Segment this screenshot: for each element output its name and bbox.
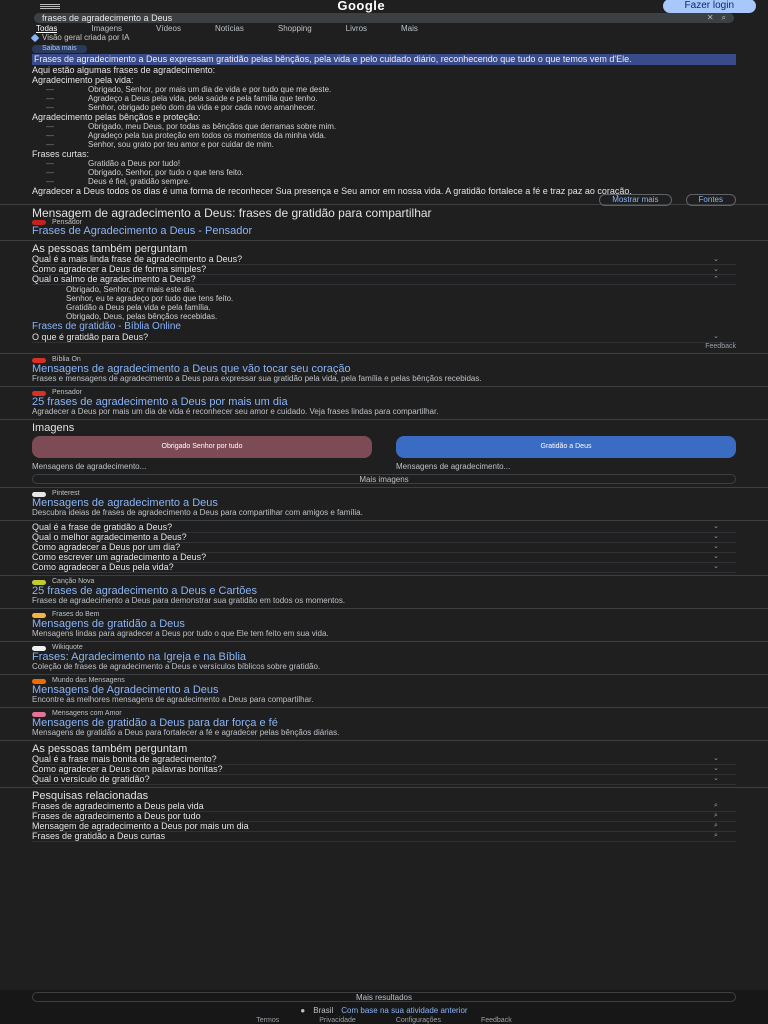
result-source: Mundo das Mensagens [52, 677, 125, 685]
favicon [32, 391, 46, 396]
related-search-item[interactable]: Mensagem de agradecimento a Deus por mais um dia ⌕ [32, 822, 736, 832]
search-icon[interactable]: ⌕ [721, 13, 726, 23]
result-snippet: Encontre as melhores mensagens de agradecimento a Deus para compartilhar. [32, 694, 314, 704]
images-section [0, 420, 768, 434]
result-title[interactable]: Frases: Agradecimento na Igreja e na Bíblia [32, 650, 247, 663]
image-card[interactable] [396, 436, 736, 472]
tab-todas[interactable]: Todas [36, 24, 58, 33]
paa-question[interactable]: Como agradecer a Deus por um dia? ⌄ [32, 543, 736, 553]
paa-question[interactable]: O que é gratidão para Deus? ⌄ [32, 333, 736, 343]
sparkle-icon [31, 34, 39, 42]
featured-result [0, 205, 768, 240]
featured-title: Mensagem de agradecimento a Deus: frases de gratidão para compartilhar [32, 206, 432, 221]
chevron-down-icon: ⌄ [713, 265, 719, 273]
result-source: Pensador [52, 218, 82, 226]
tab-shopping[interactable]: Shopping [277, 24, 312, 33]
paa-answer-item: Obrigado, Senhor, por mais este dia. [66, 285, 197, 295]
ai-list-item: — Obrigado, Senhor, por tudo o que tens feito. [46, 168, 736, 177]
ai-highlight: Frases de agradecimento a Deus expressam gratidão pelas bênçãos, pela vida e pelo cuidado diário, reconhecendo que tudo o que temos vem d'Ele. [32, 54, 736, 65]
paa-answer-link[interactable]: Frases de gratidão - Bíblia Online [32, 321, 181, 333]
result-source: Canção Nova [52, 578, 95, 586]
result-snippet: Frases e mensagens de agradecimento a Deus para expressar sua gratidão pela vida, pela família e pelas bênçãos recebidas. [32, 373, 482, 383]
paa-question[interactable]: Qual é a frase de gratidão a Deus? ⌄ [32, 523, 736, 533]
result-source: Frases do Bem [52, 611, 100, 619]
chevron-down-icon: ⌄ [713, 255, 719, 263]
related-searches [0, 788, 768, 844]
result-snippet: Agradecer a Deus por mais um dia de vida é reconhecer seu amor e cuidado. Veja frases lindas para compartilhar. [32, 406, 439, 416]
search-icon: ⌕ [714, 822, 718, 830]
search-input[interactable]: frases de agradecimento a Deus [42, 12, 173, 23]
ai-closing: Agradecer a Deus todos os dias é uma forma de reconhecer Sua presença e Seu amor em nossa vida. A gratidão fortalece a fé e traz paz ao coração. [32, 186, 632, 197]
ai-list-item: — Obrigado, Senhor, por mais um dia de vida e por tudo que me deste. [46, 85, 736, 94]
ai-group-title: Agradecimento pelas bênçãos e proteção: [32, 112, 201, 123]
search-result [0, 708, 768, 740]
ai-group-title: Agradecimento pela vida: [32, 75, 134, 86]
ai-list-item: — Senhor, sou grato por teu amor e por cuidar de mim. [46, 140, 736, 149]
chevron-down-icon: ⌄ [713, 775, 719, 783]
tab-imagens[interactable]: Imagens [91, 24, 123, 33]
search-result [0, 609, 768, 641]
people-also-ask-2 [0, 521, 768, 575]
ai-show-more-button[interactable]: Mostrar mais [599, 194, 671, 205]
chevron-down-icon: ⌄ [713, 533, 719, 541]
favicon [32, 580, 46, 585]
search-icon: ⌕ [714, 812, 718, 820]
more-images-button[interactable]: Mais imagens [32, 474, 736, 484]
favicon [32, 358, 46, 363]
footer-link-terms[interactable]: Termos [256, 1017, 280, 1024]
google-logo[interactable]: Google [337, 0, 386, 13]
ai-list-item: — Deus é fiel, gratidão sempre. [46, 177, 736, 186]
ai-learn-more-chip[interactable]: Saiba mais [32, 45, 87, 53]
related-search-item[interactable]: Frases de gratidão a Deus curtas ⌕ [32, 832, 736, 842]
ai-overview-heading: Visão geral criada por IA [42, 33, 130, 43]
ai-list-item: — Senhor, obrigado pelo dom da vida e por cada novo amanhecer. [46, 103, 736, 112]
result-title[interactable]: 25 frases de agradecimento a Deus por mais um dia [32, 395, 288, 408]
ai-sources-button[interactable]: Fontes [686, 194, 736, 205]
result-title[interactable]: 25 frases de agradecimento a Deus e Cartões [32, 584, 258, 597]
chevron-down-icon: ⌄ [713, 333, 719, 341]
result-title[interactable]: Mensagens de agradecimento a Deus [32, 496, 218, 509]
chevron-down-icon: ⌄ [713, 563, 719, 571]
result-snippet: Mensagens lindas para agradecer a Deus por tudo o que Ele tem feito em sua vida. [32, 628, 329, 638]
chevron-down-icon: ⌄ [713, 553, 719, 561]
chevron-down-icon: ⌄ [713, 523, 719, 531]
location-source-link[interactable]: Com base na sua atividade anterior [341, 1006, 468, 1015]
result-snippet: Coleção de frases de agradecimento a Deus e versículos bíblicos sobre gratidão. [32, 661, 321, 671]
favicon [32, 712, 46, 717]
ai-list-item: — Agradeço pela tua proteção em todos os momentos da minha vida. [46, 131, 736, 140]
menu-icon[interactable] [40, 4, 60, 9]
images-heading: Imagens [32, 421, 75, 434]
result-link[interactable]: Frases de Agradecimento a Deus - Pensador [32, 225, 253, 238]
result-source: Wikiquote [52, 644, 83, 652]
tab-videos[interactable]: Vídeos [156, 24, 181, 33]
search-result [0, 576, 768, 608]
tab-livros[interactable]: Livros [345, 24, 368, 33]
related-search-item[interactable]: Frases de agradecimento a Deus por tudo ⌕ [32, 812, 736, 822]
chevron-down-icon: ⌄ [713, 755, 719, 763]
ai-list-item: — Obrigado, meu Deus, por todas as bênçãos que derramas sobre mim. [46, 122, 736, 131]
paa-question[interactable]: Como agradecer a Deus de forma simples? ⌄ [32, 265, 736, 275]
people-also-ask-3 [0, 741, 768, 787]
result-source: Mensagens com Amor [52, 710, 122, 718]
paa-question[interactable]: Como escrever um agradecimento a Deus? ⌄ [32, 553, 736, 563]
tab-mais[interactable]: Mais [401, 24, 418, 33]
paa-answer-item: Gratidão a Deus pela vida e pela família. [66, 303, 211, 313]
result-title[interactable]: Mensagens de gratidão a Deus [32, 617, 185, 630]
footer-link-privacy[interactable]: Privacidade [319, 1017, 356, 1024]
login-button[interactable]: Fazer login [663, 0, 756, 13]
paa-answer-item: Obrigado, Deus, pelas bênçãos recebidas. [66, 312, 218, 322]
paa-question[interactable]: Qual é a mais linda frase de agradecimento a Deus? ⌄ [32, 255, 736, 265]
result-source: Bíblia On [52, 356, 81, 364]
ai-group-title: Frases curtas: [32, 149, 90, 160]
result-source: Pinterest [52, 490, 80, 498]
favicon [32, 492, 46, 497]
search-result [0, 354, 768, 386]
related-search-item[interactable]: Frases de agradecimento a Deus pela vida ⌕ [32, 802, 736, 812]
paa-heading: As pessoas também perguntam [32, 243, 188, 256]
paa-question[interactable]: Qual o versículo de gratidão? ⌄ [32, 775, 736, 785]
ai-list-item: — Agradeço a Deus pela vida, pela saúde e pela família que tenho. [46, 94, 736, 103]
paa-question[interactable]: Como agradecer a Deus com palavras bonitas? ⌄ [32, 765, 736, 775]
chevron-down-icon: ⌄ [713, 765, 719, 773]
search-bar[interactable] [34, 13, 734, 23]
result-snippet: Frases de agradecimento a Deus para demonstrar sua gratidão em todos os momentos. [32, 595, 346, 605]
tab-noticias[interactable]: Notícias [214, 24, 244, 33]
more-results-button[interactable]: Mais resultados [32, 992, 736, 1002]
result-title[interactable]: Mensagens de gratidão a Deus para dar força e fé [32, 716, 278, 729]
page-footer [0, 990, 768, 1024]
search-icon: ⌕ [714, 832, 718, 840]
chevron-up-icon: ⌃ [713, 275, 719, 283]
chevron-down-icon: ⌄ [713, 543, 719, 551]
paa-question[interactable]: Qual o melhor agradecimento a Deus? ⌄ [32, 533, 736, 543]
result-source: Pensador [52, 389, 82, 397]
search-tabs [0, 23, 768, 33]
paa-question-expanded[interactable]: Qual o salmo de agradecimento a Deus? ⌃ [32, 275, 736, 285]
ai-overview [0, 33, 768, 204]
image-caption: Mensagens de agradecimento... [396, 461, 511, 471]
image-caption: Mensagens de agradecimento... [32, 461, 147, 471]
search-result [0, 387, 768, 419]
search-icon: ⌕ [714, 802, 718, 810]
image-thumbnail[interactable]: Gratidão a Deus [396, 436, 736, 458]
favicon [32, 679, 46, 684]
image-card[interactable] [32, 436, 372, 472]
people-also-ask [0, 241, 768, 353]
feedback-link[interactable]: Feedback [705, 342, 736, 350]
result-snippet: Descubra ideias de frases de agradecimento a Deus para compartilhar com amigos e família. [32, 507, 363, 517]
paa-question[interactable]: Como agradecer a Deus pela vida? ⌄ [32, 563, 736, 573]
search-result [0, 488, 768, 520]
top-bar [0, 0, 768, 12]
image-thumbnail[interactable]: Obrigado Senhor por tudo [32, 436, 372, 458]
location-name: Brasil [313, 1006, 334, 1015]
result-title[interactable]: Mensagens de Agradecimento a Deus [32, 683, 219, 696]
ai-list-item: — Gratidão a Deus por tudo! [46, 159, 736, 168]
paa-question[interactable]: Qual é a frase mais bonita de agradecimento? ⌄ [32, 755, 736, 765]
paa-heading: As pessoas também perguntam [32, 742, 188, 755]
ai-intro: Aqui estão algumas frases de agradecimento: [32, 65, 216, 76]
result-snippet: Mensagens de gratidão a Deus para fortalecer a fé e agradecer pelas bênçãos diárias. [32, 727, 340, 737]
close-icon[interactable]: ✕ [706, 13, 714, 23]
footer-link-settings[interactable]: Configurações [395, 1017, 441, 1024]
search-result [0, 675, 768, 707]
search-result [0, 642, 768, 674]
location-dot-icon: ● [300, 1006, 306, 1015]
related-heading: Pesquisas relacionadas [32, 789, 149, 802]
favicon [32, 646, 46, 651]
footer-link-feedback[interactable]: Feedback [480, 1017, 512, 1024]
favicon [32, 613, 46, 618]
result-title[interactable]: Mensagens de agradecimento a Deus que vão tocar seu coração [32, 362, 351, 375]
paa-answer-item: Senhor, eu te agradeço por tudo que tens feito. [66, 294, 234, 304]
